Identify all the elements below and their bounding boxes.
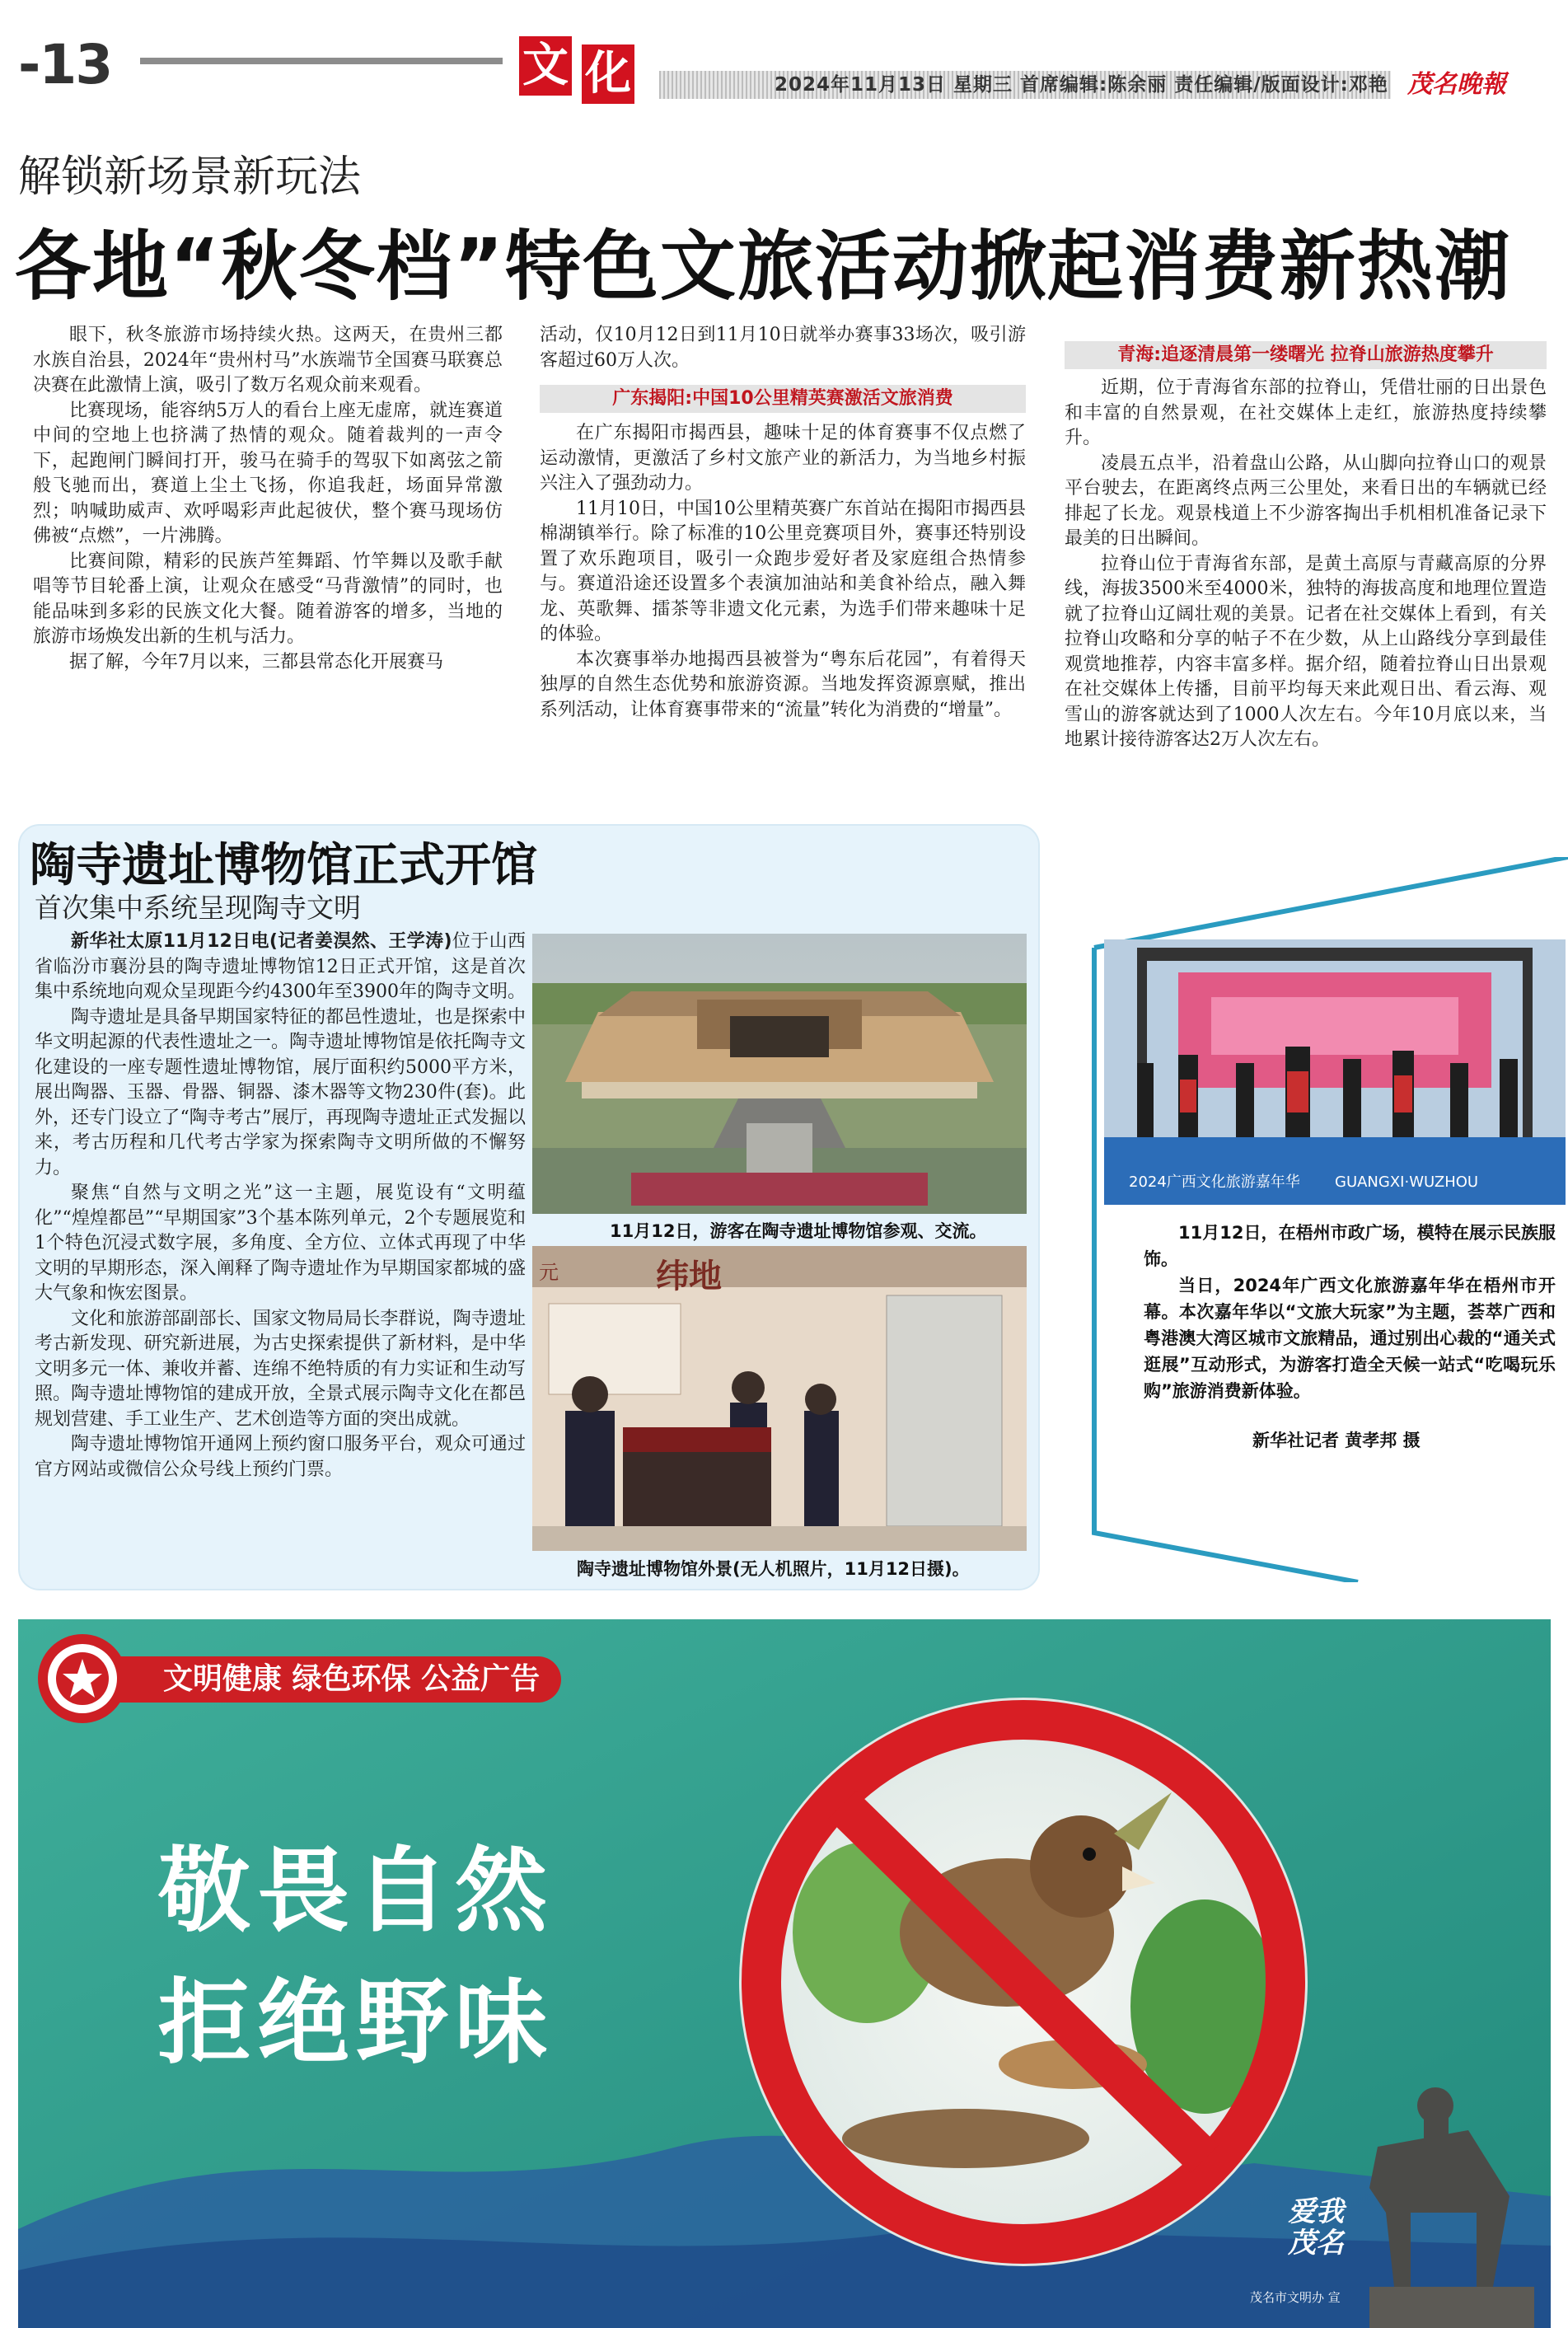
museum-exhibit-photo [532, 1246, 1027, 1551]
logo-line-1: 爱我 [1288, 2195, 1344, 2228]
lead-column-2 [540, 323, 1026, 723]
wuzhou-caption [1144, 1220, 1556, 1404]
paragraph: 据了解，今年7月以来，三都县常态化开展赛马 [69, 651, 443, 672]
ad-slogan-line-1: 敬畏自然 [158, 1838, 554, 1945]
article-kicker: 解锁新场景新玩法 [18, 152, 362, 202]
paragraph: 当日，2024年广西文化旅游嘉年华在梧州市开幕。本次嘉年华以“文旅大玩家”为主题，荟萃广西和粤港澳大湾区城市文旅精品，通过别出心裁的“通关式逛展”互动形式，为游客打造全天候一站式“吃喝玩乐购”旅游消费新体验。 [1144, 1276, 1556, 1401]
lead-column-3 [1065, 376, 1547, 753]
pangolin-body [842, 2109, 1089, 2168]
caption-aerial: 陶寺遗址博物馆外景(无人机照片，11月12日摄)。 [577, 1559, 970, 1579]
subhead-qinghai: 青海:追逐清晨第一缕曙光 拉脊山旅游热度攀升 [1065, 341, 1547, 369]
paragraph: 11月10日，中国10公里精英赛广东首站在揭阳市揭西县棉湖镇举行。除了标准的10公里竞赛项目外，赛事还特别设置了欢乐跑项目，吸引一众跑步爱好者及家庭组合热情参与。赛道沿途还设置多个表演加油站和美食补给点，融入舞龙、英歌舞、擂茶等非遗文化元素，为选手们带来趣味十足的体验。 [540, 498, 1026, 644]
exhibit-sign-text: 纬地 [656, 1258, 722, 1295]
header-rule [140, 58, 503, 64]
wuzhou-banner-text-2: GUANGXI·WUZHOU [1335, 1173, 1479, 1191]
article-headline: 各地“秋冬档”特色文旅活动掀起消费新热潮 [15, 222, 1512, 311]
paragraph: 聚焦“自然与文明之光”这一主题，展览设有“文明蕴化”“煌煌都邑”“早期国家”3个基本陈列单元，2个专题展览和1个特色沉浸式数字展，多角度、全方位、立体式再现了中华文明的早期形态，深入阐释了陶寺遗址作为早期国家都城的盛大气象和恢宏图景。 [35, 1183, 526, 1304]
page-number: -13 [18, 33, 112, 96]
museum-title: 陶寺遗址博物馆正式开馆 [30, 839, 537, 892]
paragraph: 近期，位于青海省东部的拉脊山，凭借壮丽的日出景色和丰富的自然景观，在社交媒体上走红，旅游热度持续攀升。 [1065, 377, 1547, 448]
paragraph: 比赛间隙，精彩的民族芦笙舞蹈、竹竿舞以及歌手献唱等节目轮番上演，让观众在感受“马背激情”的同时，也能品味到多彩的民族文化大餐。随着游客的增多，当地的旅游市场焕发出新的生机与活力。 [33, 550, 503, 647]
wuzhou-banner-text: 2024广西文化旅游嘉年华 [1129, 1173, 1300, 1191]
paragraph: 拉脊山位于青海省东部，是黄土高原与青藏高原的分界线，海拔3500米至4000米，独特的海拔高度和地理位置造就了拉脊山辽阔壮观的美景。记者在社交媒体上看到，有关拉脊山攻略和分享的帖子不在少数，从上山路线分享到最佳观赏地推荐，内容丰富多样。据介绍，随着拉脊山日出景观在社交媒体上传播，目前平均每天来此观日出、看云海、观雪山的游客就达到了1000人次左右。今年10月底以来，当地累计接待游客达2万人次左右。 [1065, 553, 1547, 750]
paragraph: 文化和旅游部副部长、国家文物局局长李群说，陶寺遗址考古新发现、研究新进展，为古史探索提供了新材料，是中华文明多元一体、兼收并蓄、连绵不绝特质的有力实证和生动写照。陶寺遗址博物馆的建成开放，全景式展示陶寺文化在都邑规划营建、手工业生产、艺术创造等方面的突出成就。 [35, 1308, 526, 1430]
museum-aerial-photo [532, 934, 1027, 1214]
section-char-2: 化 [582, 44, 634, 104]
love-maoming-logo [1254, 2196, 1378, 2259]
paragraph: 凌晨五点半，沿着盘山公路，从山脚向拉脊山口的观景平台驶去，在距离终点两三公里处，来看日出的车辆就已经排起了长龙。观景栈道上不少游客掏出手机相机准备记录下最美的日出瞬间。 [1065, 452, 1547, 549]
paper-logo: 茂名晚報 [1391, 69, 1523, 101]
paragraph: 眼下，秋冬旅游市场持续火热。这两天，在贵州三都水族自治县，2024年“贵州村马”水族端节全国赛马联赛总决赛在此激情上演，吸引了数万名观众前来观看。 [33, 325, 503, 396]
ad-slogan-line-2: 拒绝野味 [158, 1970, 554, 2077]
lead-text: 位于山西省临汾市襄汾县的陶寺遗址博物馆12日正式开馆，这是首次集中系统地向观众呈现距今约4300年至3900年的陶寺文明。 [35, 931, 526, 1002]
museum-body [35, 930, 526, 1483]
exhibit-sign-text-2: 元 [539, 1261, 559, 1284]
section-char-1: 文 [519, 36, 572, 96]
ad-banner: 文明健康 绿色环保 公益广告 [117, 1656, 561, 1703]
paragraph: 在广东揭阳市揭西县，趣味十足的体育赛事不仅点燃了运动激情，更激活了乡村文旅产业的新活力，为当地乡村振兴注入了强劲动力。 [540, 423, 1026, 494]
photo-credit: 新华社记者 黄孝邦 摄 [1252, 1431, 1421, 1450]
ad-credit: 茂名市文明办 宣 [1250, 2290, 1341, 2305]
paragraph: 比赛现场，能容纳5万人的看台上座无虚席，就连赛道中间的空地上也挤满了热情的观众。随着裁判的一声令下，起跑闸门瞬间打开，骏马在骑手的驾驭下如离弦之箭般飞驰而出，赛道上尘土飞扬，你追我赶，场面异常激烈；呐喊助威声、欢呼喝彩声此起彼伏，整个赛马现场仿佛被“点燃”，一片沸腾。 [33, 400, 503, 546]
wuzhou-carnival-photo [1104, 939, 1566, 1205]
public-service-ad [18, 1619, 1551, 2328]
section-label [516, 33, 639, 105]
date-editor-line: 2024年11月13日 星期三 首席编辑:陈余丽 责任编辑/版面设计:邓艳 [775, 74, 1388, 96]
civilization-badge-icon [36, 1632, 129, 1725]
museum-subtitle: 首次集中系统呈现陶寺文明 [35, 892, 361, 924]
paragraph: 陶寺遗址是具备早期国家特征的都邑性遗址，也是探索中华文明起源的代表性遗址之一。陶寺遗址博物馆是依托陶寺文化建设的一座专题性遗址博物馆，展厅面积约5000平方米，展出陶器、玉器、骨器、铜器、漆木器等文物230件(套)。此外，还专门设立了“陶寺考古”展厅，再现陶寺遗址正式发掘以来，考古历程和几代考古学家为探索陶寺文明所做的不懈努力。 [35, 1006, 526, 1178]
paragraph: 本次赛事举办地揭西县被誉为“粤东后花园”，有着得天独厚的自然生态优势和旅游资源。当地发挥资源禀赋，推出系列活动，让体育赛事带来的“流量”转化为消费的“增量”。 [540, 649, 1026, 720]
paragraph: 11月12日，在梧州市政广场，模特在展示民族服饰。 [1144, 1223, 1556, 1269]
paragraph: 活动，仅10月12日到11月10日就举办赛事33场次，吸引游客超过60万人次。 [540, 325, 1026, 371]
subhead-guangdong: 广东揭阳:中国10公里精英赛激活文旅消费 [540, 385, 1026, 413]
caption-visit: 11月12日，游客在陶寺遗址博物馆参观、交流。 [610, 1221, 987, 1241]
lead-column-1 [33, 323, 503, 675]
paragraph: 陶寺遗址博物馆开通网上预约窗口服务平台，观众可通过官方网站或微信公众号线上预约门票。 [35, 1434, 526, 1480]
dateline: 新华社太原11月12日电(记者姜淏然、王学涛) [71, 931, 452, 952]
logo-line-2: 茂名 [1288, 2227, 1344, 2260]
